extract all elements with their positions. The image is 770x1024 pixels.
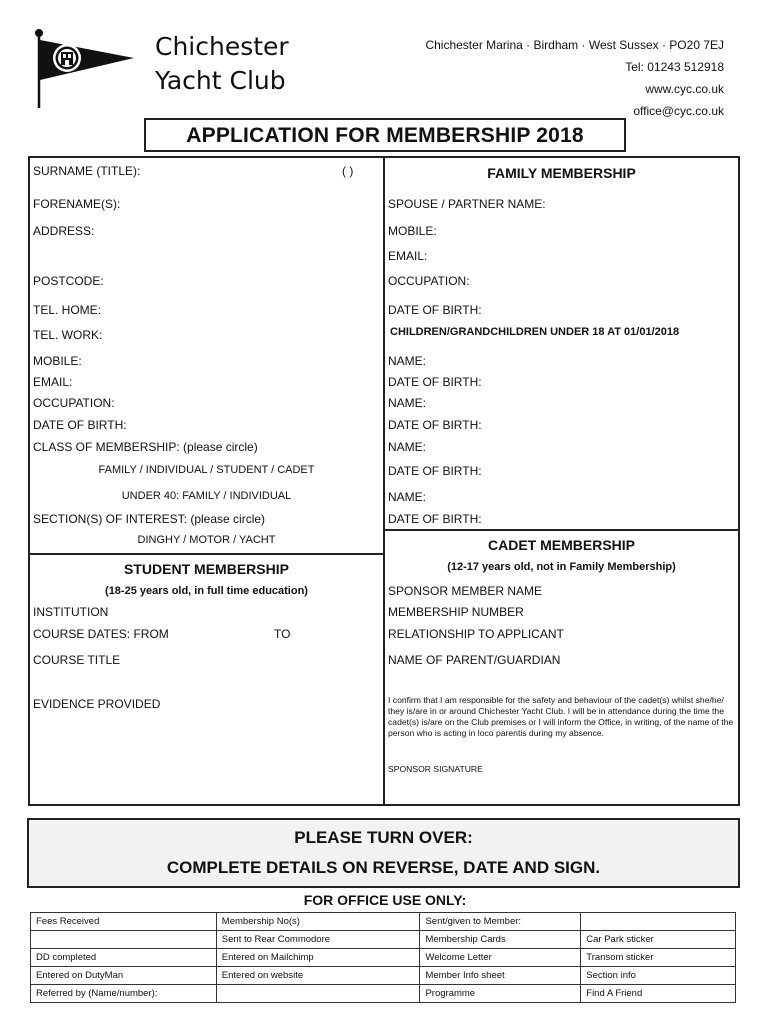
sponsor-signature-field[interactable]: SPONSOR SIGNATURE: [388, 764, 483, 774]
course-title-field[interactable]: COURSE TITLE: [33, 653, 121, 667]
office-table-cell[interactable]: Referred by (Name/number):: [31, 985, 217, 1003]
sponsor-member-name-field[interactable]: SPONSOR MEMBER NAME: [388, 584, 543, 598]
office-table-cell[interactable]: Section info: [581, 967, 736, 985]
spouse-email-field[interactable]: EMAIL:: [388, 249, 428, 263]
child-4-name-field[interactable]: NAME:: [388, 490, 427, 504]
club-burgee-logo: [30, 26, 140, 110]
club-email: office@cyc.co.uk: [633, 104, 724, 118]
child-3-name-field[interactable]: NAME:: [388, 440, 427, 454]
class-of-membership-options[interactable]: FAMILY / INDIVIDUAL / STUDENT / CADET: [98, 464, 315, 476]
office-table-cell[interactable]: Entered on Mailchimp: [216, 949, 420, 967]
office-table-cell[interactable]: Find A Friend: [581, 985, 736, 1003]
membership-number-field[interactable]: MEMBERSHIP NUMBER: [388, 605, 524, 619]
spouse-occupation-field[interactable]: OCCUPATION:: [388, 274, 470, 288]
club-telephone: Tel: 01243 512918: [625, 60, 724, 74]
office-table-cell[interactable]: Entered on website: [216, 967, 420, 985]
office-table-cell[interactable]: Entered on DutyMan: [31, 967, 217, 985]
club-name-line2: Yacht Club: [155, 66, 286, 95]
evidence-provided-field[interactable]: EVIDENCE PROVIDED: [33, 697, 161, 711]
membership-form: [28, 156, 740, 806]
student-membership-heading: STUDENT MEMBERSHIP: [124, 561, 289, 577]
office-table-cell[interactable]: DD completed: [31, 949, 217, 967]
children-heading: CHILDREN/GRANDCHILDREN UNDER 18 AT 01/01/2018: [390, 326, 680, 338]
office-table-row: [31, 931, 736, 949]
office-use-table: [30, 912, 736, 1003]
office-table-cell[interactable]: [581, 913, 736, 931]
turn-over-line2: COMPLETE DETAILS ON REVERSE, DATE AND SIGN.: [166, 858, 601, 877]
child-2-name-field[interactable]: NAME:: [388, 396, 427, 410]
page-title: APPLICATION FOR MEMBERSHIP 2018: [186, 124, 584, 147]
course-dates-field[interactable]: COURSE DATES: FROM: [33, 627, 169, 641]
office-table-cell[interactable]: Programme: [420, 985, 581, 1003]
office-table-cell[interactable]: Welcome Letter: [420, 949, 581, 967]
cadet-membership-subheading: (12-17 years old, not in Family Membership): [447, 561, 676, 573]
cadet-declaration-text: I confirm that I am responsible for the safety and behaviour of the cadet(s) whilst she/he/ they is/are in or around Chichester Yacht Club. I will be in attendance during the time the cadet(s) is/are on the Club premises or I will inform the Office, in writing, of the name of the person who is acting in loco parentis during my absence.: [388, 695, 734, 738]
dob-field[interactable]: DATE OF BIRTH:: [33, 418, 127, 432]
mobile-field[interactable]: MOBILE:: [33, 354, 82, 368]
office-table-cell[interactable]: Transom sticker: [581, 949, 736, 967]
address-field[interactable]: ADDRESS:: [33, 224, 95, 238]
under-40-options[interactable]: UNDER 40: FAMILY / INDIVIDUAL: [121, 490, 292, 502]
tel-home-field[interactable]: TEL. HOME:: [33, 303, 102, 317]
relationship-field[interactable]: RELATIONSHIP TO APPLICANT: [388, 627, 564, 641]
child-3-dob-field[interactable]: DATE OF BIRTH:: [388, 464, 482, 478]
sections-of-interest-label: SECTION(S) OF INTEREST: (please circle): [33, 512, 266, 526]
office-table-cell[interactable]: Membership No(s): [216, 913, 420, 931]
sections-of-interest-options[interactable]: DINGHY / MOTOR / YACHT: [137, 534, 276, 546]
column-divider: [383, 158, 385, 804]
cadet-membership-heading: CADET MEMBERSHIP: [487, 537, 635, 553]
club-name: [155, 30, 289, 98]
family-membership-heading: FAMILY MEMBERSHIP: [487, 165, 636, 181]
student-section-divider: [30, 553, 383, 555]
office-table-cell[interactable]: [31, 931, 217, 949]
cadet-section-divider: [385, 529, 738, 531]
turn-over-notice: [27, 818, 740, 888]
office-table-row: [31, 967, 736, 985]
office-table-cell[interactable]: Sent/given to Member:: [420, 913, 581, 931]
parent-guardian-field[interactable]: NAME OF PARENT/GUARDIAN: [388, 653, 561, 667]
spouse-mobile-field[interactable]: MOBILE:: [388, 224, 437, 238]
office-use-heading: FOR OFFICE USE ONLY:: [303, 892, 467, 908]
tel-work-field[interactable]: TEL. WORK:: [33, 328, 103, 342]
club-website: www.cyc.co.uk: [645, 82, 724, 96]
office-table-cell[interactable]: Car Park sticker: [581, 931, 736, 949]
class-of-membership-label: CLASS OF MEMBERSHIP: (please circle): [33, 440, 258, 454]
office-table-row: [31, 913, 736, 931]
office-table-row: [31, 985, 736, 1003]
spouse-dob-field[interactable]: DATE OF BIRTH:: [388, 303, 482, 317]
contact-details: [425, 34, 724, 122]
child-1-name-field[interactable]: NAME:: [388, 354, 427, 368]
turn-over-line1: PLEASE TURN OVER:: [294, 828, 473, 847]
club-address: Chichester Marina · Birdham · West Sussex · PO20 7EJ: [425, 38, 724, 52]
institution-field[interactable]: INSTITUTION: [33, 605, 109, 619]
occupation-field[interactable]: OCCUPATION:: [33, 396, 115, 410]
office-table-cell[interactable]: Sent to Rear Commodore: [216, 931, 420, 949]
office-table-cell[interactable]: Fees Received: [31, 913, 217, 931]
postcode-field[interactable]: POSTCODE:: [33, 274, 104, 288]
office-table-cell[interactable]: [216, 985, 420, 1003]
office-table-cell[interactable]: Membership Cards: [420, 931, 581, 949]
forenames-field[interactable]: FORENAME(S):: [33, 197, 121, 211]
title-field[interactable]: ( ): [342, 164, 354, 178]
email-field[interactable]: EMAIL:: [33, 375, 73, 389]
spouse-name-field[interactable]: SPOUSE / PARTNER NAME:: [388, 197, 546, 211]
course-dates-to-label: TO: [274, 627, 291, 641]
club-name-line1: Chichester: [155, 32, 289, 61]
office-table-row: [31, 949, 736, 967]
student-membership-subheading: (18-25 years old, in full time education): [105, 585, 308, 597]
child-1-dob-field[interactable]: DATE OF BIRTH:: [388, 375, 482, 389]
surname-field[interactable]: SURNAME (TITLE):: [33, 164, 141, 178]
office-table-cell[interactable]: Member Info sheet: [420, 967, 581, 985]
child-4-dob-field[interactable]: DATE OF BIRTH:: [388, 512, 482, 526]
title-box: [144, 118, 626, 152]
child-2-dob-field[interactable]: DATE OF BIRTH:: [388, 418, 482, 432]
